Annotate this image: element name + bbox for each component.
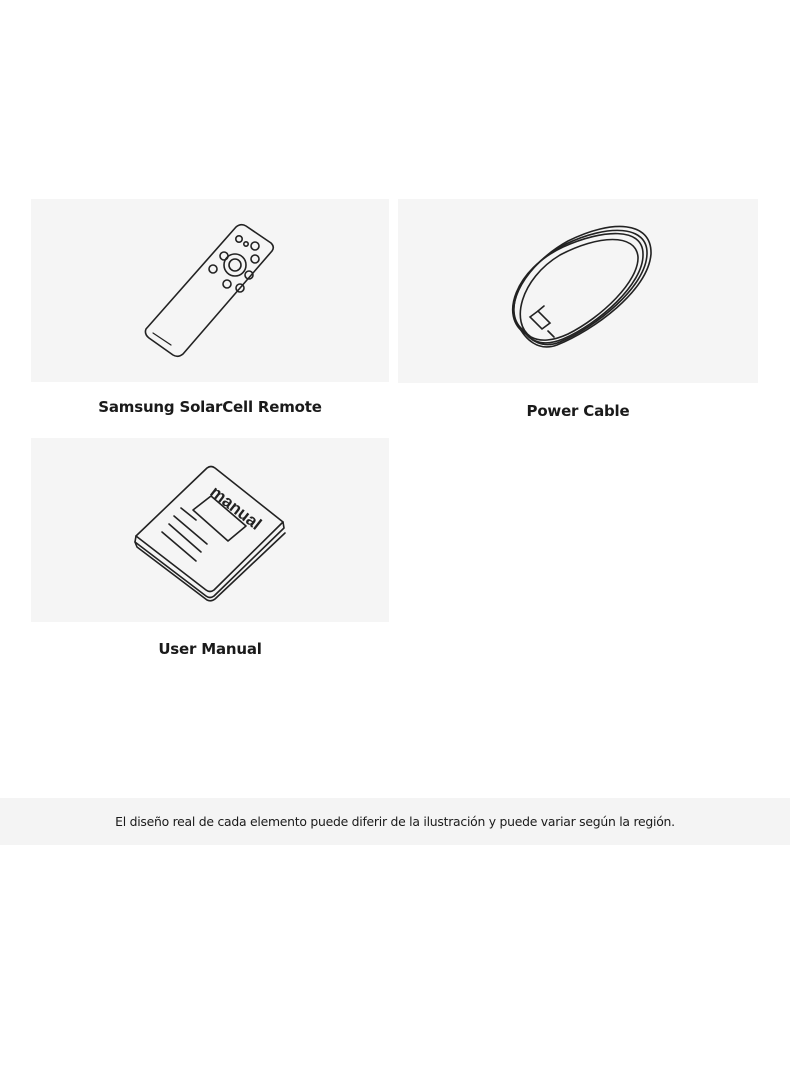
remote-control-icon xyxy=(31,199,389,382)
manual-label: User Manual xyxy=(158,640,262,658)
power-cable-label: Power Cable xyxy=(526,402,630,420)
disclaimer-bar xyxy=(0,798,790,845)
manual-card xyxy=(31,438,389,622)
power-cable-card xyxy=(398,199,758,383)
remote-card xyxy=(31,199,389,382)
disclaimer-text: El diseño real de cada elemento puede diferir de la ilustración y puede variar según la región. xyxy=(115,814,675,829)
manual-cover-text: manual xyxy=(206,482,266,534)
manual-book-icon xyxy=(31,438,389,622)
remote-label: Samsung SolarCell Remote xyxy=(98,398,322,416)
power-cable-icon xyxy=(398,199,758,383)
